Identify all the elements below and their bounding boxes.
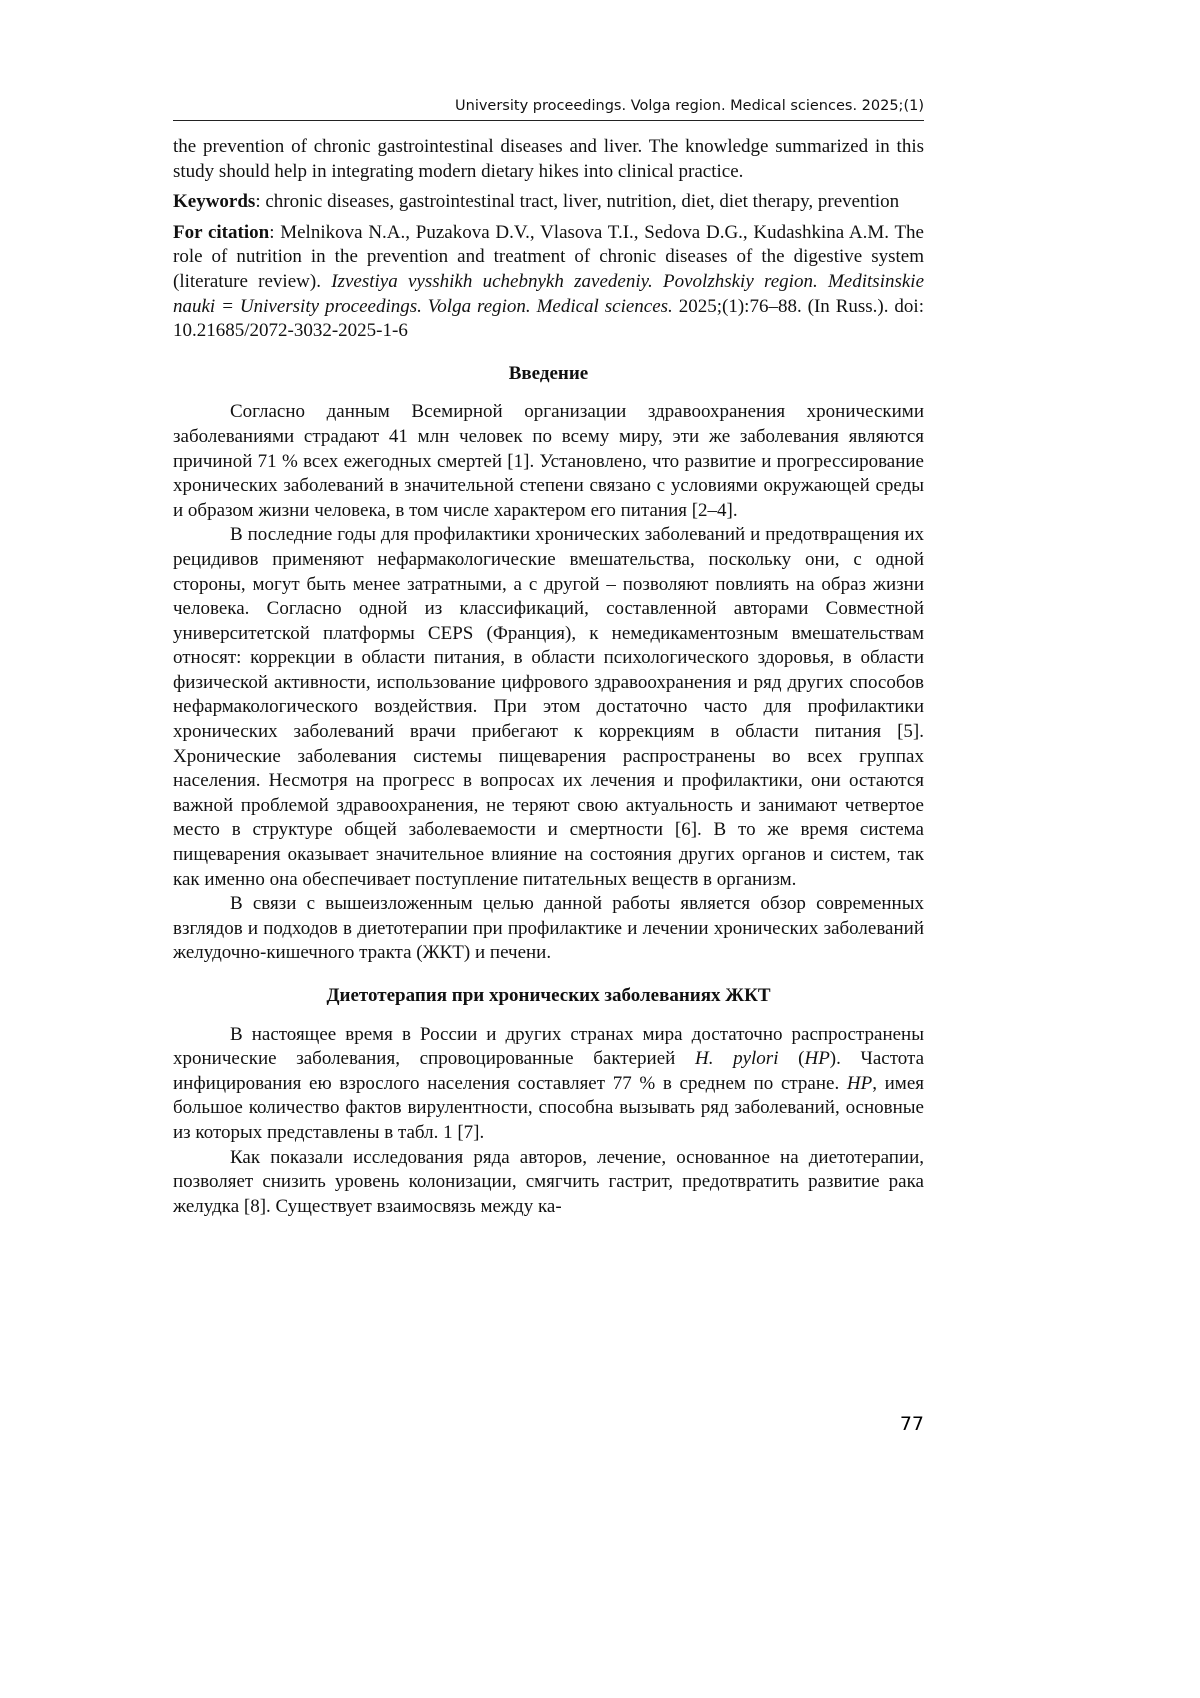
running-header: University proceedings. Volga region. Medical sciences. 2025;(1): [173, 96, 924, 121]
section-title-diet-therapy: Диетотерапия при хронических заболеваниях ЖКТ: [326, 985, 771, 1006]
abstract-tail: the prevention of chronic gastrointestinal diseases and liver. The knowledge summarized in this study should help in integrating modern dietary hikes into clinical practice.: [173, 136, 924, 182]
citation: [173, 221, 924, 344]
intro-paragraph-2: В последние годы для профилактики хронических заболеваний и предотвращения их рецидивов применяют нефармакологические вмешательства, поскольку они, с одной стороны, могут быть менее затратными, а с другой – позволяют повлиять на образ жизни человека. Согласно одной из классификаций, составленной авторами Совместной университетской платформы CEPS (Франция), к немедикаментозным вмешательствам относят: коррекции в области питания, в области психологического здоровья, в области физической активности, использование цифрового здравоохранения и ряд других способов нефармакологического воздействия. При этом достаточно часто для профилактики хронических заболеваний врачи прибегают к коррекциям в области питания [5]. Хронические заболевания системы пищеварения распространены во всех группах населения. Несмотря на прогресс в вопросах их лечения и профилактики, они остаются важной проблемой здравоохранения, не теряют свою актуальность и занимают четвертое место в структуре общей заболеваемости и смертности [6]. В то же время система пищеварения оказывает значительное влияние на состояния других органов и систем, так как именно она обеспечивает поступление питательных веществ в организм.: [173, 524, 924, 890]
diet-p1-text-a: В настоящее время в России и других странах мира достаточно распространены хронические заболевания, спровоцированные бактерией: [173, 1023, 924, 1070]
diet-p1-text-c: ). Частота инфицирования ею взрослого населения составляет 77 % в среднем по стране.: [173, 1048, 925, 1094]
citation-text: : Melnikova N.A., Puzakova D.V., Vlasova T.I., Sedova D.G., Kudashkina A.M. The role of nutrition in the prevention and treatment of chronic diseases of the digestive system (literature review).: [173, 221, 924, 292]
keywords-label: Keywords: [173, 191, 256, 213]
hpylori-italic: H. pylori: [694, 1048, 779, 1070]
page-content: [173, 96, 924, 1219]
citation-doi: 2025;(1):76–88. (In Russ.). doi: 10.21685/2072-3032-2025-1-6: [173, 295, 924, 342]
intro-paragraph-1: Согласно данным Всемирной организации здравоохранения хроническими заболеваниями страдают 41 млн человек по всему миру, эти же заболевания являются причиной 71 % всех ежегодных смертей [1]. Установлено, что развитие и прогрессирование хронических заболеваний в значительной степени связано с условиями окружающей среды и образом жизни человека, в том числе характером его питания [2–4].: [173, 401, 924, 521]
hp-abbr-2: HP: [846, 1072, 873, 1094]
citation-journal: Izvestiya vysshikh uchebnykh zavedeniy. Povolzhskiy region. Meditsinskie nauki = University proceedings. Volga region. Medical sciences.: [173, 270, 925, 317]
keywords: [173, 190, 924, 215]
diet-p1-text-b: (: [778, 1048, 805, 1070]
page-number: 77: [899, 1413, 924, 1435]
diet-paragraph-1: [173, 1023, 924, 1146]
keywords-text: : chronic diseases, gastrointestinal tract, liver, nutrition, diet, diet therapy, prevention: [255, 191, 900, 213]
hp-abbr: HP: [804, 1048, 830, 1070]
diet-p1-text-d: , имея большое количество фактов вирулентности, способна вызывать ряд заболеваний, основные из которых представлены в табл. 1 [7].: [173, 1072, 924, 1143]
section-title-introduction: Введение: [508, 362, 589, 384]
diet-paragraph-2: Как показали исследования ряда авторов, лечение, основанное на диетотерапии, позволяет снизить уровень колонизации, смягчить гастрит, предотвратить развитие рака желудка [8]. Существует взаимосвязь между ка-: [173, 1146, 924, 1217]
intro-paragraph-3: В связи с вышеизложенным целью данной работы является обзор современных взглядов и подходов в диетотерапии при профилактике и лечении хронических заболеваний желудочно-кишечного тракта (ЖКТ) и печени.: [173, 893, 924, 964]
citation-label: For citation: [173, 221, 270, 243]
